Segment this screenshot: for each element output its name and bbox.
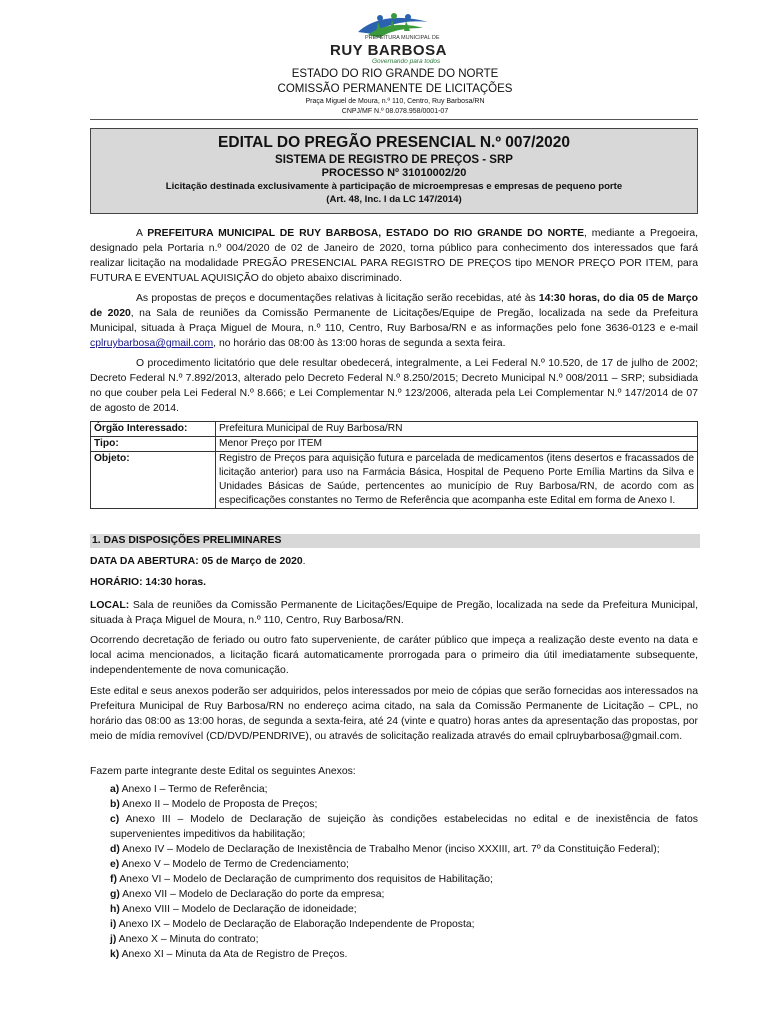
list-item: e) Anexo V – Modelo de Termo de Credenciamento; — [110, 859, 349, 870]
list-item: d) Anexo IV – Modelo de Declaração de Inexistência de Trabalho Menor (inciso XXXIII, art. 7º da Constituição Federal); — [110, 844, 660, 855]
table-row — [91, 422, 698, 437]
local-paragraph: LOCAL: Sala de reuniões da Comissão Permanente de Licitações/Equipe de Pregão, localizada na sede da Prefeitura Municipal, situada à Praça Miguel de Moura, n.º 110, Centro, Ruy Barbosa/RN. — [90, 600, 698, 626]
commission-heading: COMISSÃO PERMANENTE DE LICITAÇÕES — [277, 83, 513, 95]
holiday-paragraph: Ocorrendo decretação de feriado ou outro fato superveniente, de caráter público que impeça a realização deste evento na data e local acima mencionados, a licitação ficará automaticamente prorrogada para o primeiro dia útil imediatamente subsequente, independentemente de nova comunicação. — [90, 635, 698, 676]
header-divider — [90, 119, 698, 120]
section-heading: 1. DAS DISPOSIÇÕES PRELIMINARES — [90, 534, 700, 548]
law-reference: (Art. 48, Inc. I da LC 147/2014) — [326, 194, 462, 205]
intro-paragraph-3: O procedimento licitatório que dele resultar obedecerá, integralmente, a Lei Federal N.º 10.520, de 17 de julho de 2002; Decreto Federal N.º 7.892/2013, alterado pelo Decreto Federal N.º 8.250/2015; Decreto Municipal N.º 008/2011 – SRP; subsidiada no que couber pela Lei Federal N.º 8.666; e Lei Complementar N.º 123/2006, alterada pela Lei Complementar N.º 147/2014 de 07 de agosto de 2014. — [90, 358, 698, 414]
table-value: Prefeitura Municipal de Ruy Barbosa/RN — [216, 422, 698, 437]
edital-title-box — [90, 128, 698, 214]
cnpj-line: CNPJ/MF N.º 08.078.958/0001-07 — [341, 108, 449, 115]
table-row — [91, 452, 698, 509]
restriction-note: Licitação destinada exclusivamente à participação de microempresas e empresas de pequeno porte — [165, 181, 623, 192]
address-line: Praça Miguel de Moura, n.º 110, Centro, Ruy Barbosa/RN — [305, 98, 485, 105]
intro-paragraph-1: A PREFEITURA MUNICIPAL DE RUY BARBOSA, ESTADO DO RIO GRANDE DO NORTE, mediante a Pregoeira, designado pela Portaria n.º 004/2020 de 02 de Janeiro de 2020, torna público para conhecimento dos interessados que fará realizar licitação na modalidade PREGÃO PRESENCIAL PARA REGISTRO DE PREÇOS tipo MENOR PREÇO POR ITEM, para FUTURA E EVENTUAL AQUISIÇÃO do objeto abaixo discriminado. — [90, 228, 698, 284]
list-item: f) Anexo VI – Modelo de Declaração de cumprimento dos requisitos de Habilitação; — [110, 874, 493, 885]
table-key: Objeto: — [91, 452, 216, 509]
table-value: Registro de Preços para aquisição futura e parcelada de medicamentos (itens desertos e fracassados de licitação anterior) para uso na Farmácia Básica, Hospital de Pequeno Porte Emília Martins da Silva e Unidades Básicas de Saúde, pertencentes ao município de Ruy Barbosa/RN, de acordo com as especificações constantes no Termo de Referência que acompanha este Edital em forma de Anexo I. — [216, 452, 698, 509]
copies-paragraph: Este edital e seus anexos poderão ser adquiridos, pelos interessados por meio de cópias que serão fornecidas aos interessados na Prefeitura Municipal de Ruy Barbosa/RN no endereço acima citado, na sala da Comissão Permanente de Licitação – CPL, no horário das 08:00 as 13:00 horas, de segunda a sexta-feira, até 24 (vinte e quatro) horas antes da apresentação das propostas, por meio de mídia removível (CD/DVD/PENDRIVE), ou através de solicitação realizada através do email cplruybarbosa@gmail.com. — [90, 686, 698, 742]
table-row — [91, 437, 698, 452]
table-key: Órgão Interessado: — [91, 422, 216, 437]
table-value: Menor Preço por ITEM — [216, 437, 698, 452]
list-item: k) Anexo XI – Minuta da Ata de Registro de Preços. — [110, 949, 348, 960]
list-item: i) Anexo IX – Modelo de Declaração de Elaboração Independente de Proposta; — [110, 919, 475, 930]
annex-list — [110, 782, 698, 962]
list-item: a) Anexo I – Termo de Referência; — [110, 784, 268, 795]
opening-date: DATA DA ABERTURA: 05 de Março de 2020. — [90, 556, 306, 567]
list-item: b) Anexo II – Modelo de Proposta de Preços; — [110, 799, 318, 810]
list-item: c) Anexo III – Modelo de Declaração de sujeição às condições estabelecidas no edital e de inexistência de fatos supervenientes impeditivos da habilitação; — [110, 814, 698, 840]
email-link[interactable]: cplruybarbosa@gmail.com — [90, 338, 214, 349]
srp-subtitle: SISTEMA DE REGISTRO DE PREÇOS - SRP — [275, 154, 513, 166]
process-number: PROCESSO Nº 31010002/20 — [321, 167, 467, 179]
logo-name: RUY BARBOSA — [330, 42, 447, 59]
annexes-intro: Fazem parte integrante deste Edital os seguintes Anexos: — [90, 766, 356, 777]
logo-subtitle: PREFEITURA MUNICIPAL DE — [365, 35, 440, 41]
list-item: g) Anexo VII – Modelo de Declaração do porte da empresa; — [110, 889, 385, 900]
list-item: j) Anexo X – Minuta do contrato; — [110, 934, 259, 945]
opening-time: HORÁRIO: 14:30 horas. — [90, 577, 207, 588]
edital-title: EDITAL DO PREGÃO PRESENCIAL N.º 007/2020 — [218, 134, 570, 151]
logo-motto: Governando para todos — [372, 58, 441, 65]
table-key: Tipo: — [91, 437, 216, 452]
info-table — [90, 421, 698, 509]
list-item: h) Anexo VIII – Modelo de Declaração de idoneidade; — [110, 904, 357, 915]
intro-paragraph-2: As propostas de preços e documentações relativas à licitação serão recebidas, até às 14:30 horas, do dia 05 de Março de 2020, na Sala de reuniões da Comissão Permanente de Licitações/Equipe de Pregão, localizada na sede da Prefeitura Municipal, situada à Praça Miguel de Moura, n.º 110, Centro, Ruy Barbosa/RN e as informações pelo fone 3636-0123 e e-mail cplruybarbosa@gmail.com, no horário das 08:00 às 13:00 horas de segunda a sexta feira. — [90, 293, 698, 349]
state-heading: ESTADO DO RIO GRANDE DO NORTE — [291, 68, 499, 80]
